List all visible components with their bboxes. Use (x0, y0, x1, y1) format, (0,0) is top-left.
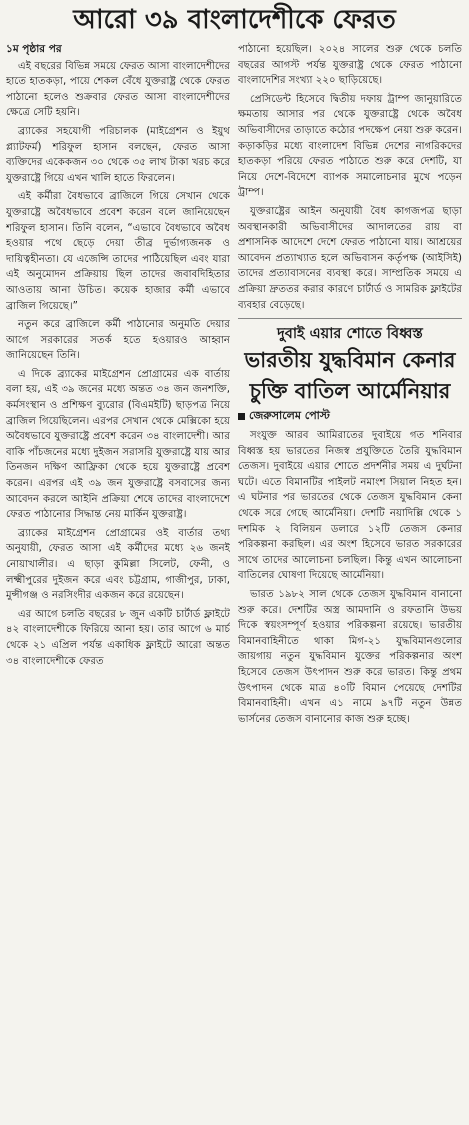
story-headline-line2: চুক্তি বাতিল আর্মেনিয়ার (249, 378, 451, 404)
paragraph: ব্র্যাকের মাইগ্রেশন প্রোগ্রামের ওই বার্তার তথ্য অনুযায়ী, ফেরত আসা এই কর্মীদের মধ্যে ২৬ জনই নোয়াখালীর। এ ছাড়া কুমিল্লা সিলেট, ফেনী, ও লক্ষ্মীপুরের দুইজন করে এবং চট্টগ্রাম, গাজীপুর, ঢাকা, মুন্সীগঞ্জ ও নরসিংদীর একজন করে রয়েছেন। (6, 527, 230, 602)
paragraph: এ দিকে ব্র্যাকের মাইগ্রেশন প্রোগ্রামের এক বার্তায় বলা হয়, এই ৩৯ জনের মধ্যে অন্তত ৩৪ জন জনশক্তি, কর্মসংস্থান ও প্রশিক্ষণ ব্যুরোর (বিএমইটি) ছাড়পত্র নিয়ে ব্রাজিল গিয়েছিলেন। এরপর সেখান থেকে মেক্সিকো হয়ে অবৈধভাবে যুক্তরাষ্ট্রে প্রবেশ করেন ৩৪ বাংলাদেশী। আর বাকি পাঁচজনের মধ্যে দুইজন সরাসরি যুক্তরাষ্ট্রে যায় আর তিনজন দক্ষিণ আফ্রিকা থেকে হয়ে যুক্তরাষ্ট্রে প্রবেশ করেন। এরপর এই ৩৯ জন যুক্তরাষ্ট্রে বসবাসের জন্য আবেদন করলে আইনি প্রক্রিয়া শেষে তাদের বাংলাদেশে ফেরত পাঠানোর সিদ্ধান্ত নেয় মার্কিন যুক্তরাষ্ট্র। (6, 368, 230, 521)
paragraph: এই কর্মীরা বৈধভাবে ব্রাজিলে গিয়ে সেখান থেকে যুক্তরাষ্ট্রে অবৈধভাবে প্রবেশ করেন বলে জানিয়েছেন শরিফুল হাসান। তিনি বলেন, “এভাবে বৈধভাবে অবৈধ হওয়ার পথে ছেড়ে দেয়া তীব্র দুর্ভাগ্যজনক ও দায়িত্বহীনতা। যে এজেন্সি তাদের পাঠিয়েছিল এবং যারা এই অনুমোদন প্রক্রিয়ায় ছিল তাদের জবাবদিহিতার আওতায় আনা উচিত। কয়েক হাজার কর্মী এভাবে ব্রাজিল গিয়েছে।” (6, 191, 230, 312)
story-kicker: দুবাই এয়ার শোতে বিধ্বস্ত (277, 325, 423, 343)
byline (238, 408, 462, 424)
continued-label: ১ম পৃষ্ঠার পর (6, 43, 62, 55)
square-bullet-icon (238, 413, 245, 420)
paragraph: সংযুক্ত আরব আমিরাতের দুবাইয়ে গত শনিবার বিধ্বস্ত হয় ভারতের নিজস্ব প্রযুক্তিতে তৈরি যুদ্ধবিমান তেজস। দুবাইয়ে এয়ার শোতে প্রদর্শনীর সময় এ দুর্ঘটনা ঘটে। এতে বিমানটির পাইলট নমাংশ সিয়াল নিহত হন। এ ঘটনার পর ভারতের থেকে তেজস যুদ্ধবিমান কেনা থেকে সরে গেছে আর্মেনিয়া। দেশটি নয়াদিল্লি থেকে ১ দশমিক ২ বিলিয়ন ডলারে ১২টি তেজস কেনার পরিকল্পনা করছিল। এর অংশ হিসেবে ভারত সরকারের সাথে তাদের আলোচনা চলছিল। কিন্তু এখন আলোচনা বাতিলের ঘোষণা দিয়েছে আর্মেনিয়া। (238, 430, 462, 582)
article-columns (6, 42, 463, 1120)
story-divider (238, 318, 462, 319)
paragraph: এই বছরের বিভিন্ন সময়ে ফেরত আসা বাংলাদেশীদের হাতে হাতকড়া, পায়ে শেকল বেঁধে যুক্তরাষ্ট্র থেকে ফেরত পাঠানো হলেও শুক্রবার ফেরত আসা বাংলাদেশীদের ক্ষেত্রে সেটি হয়নি। (6, 60, 230, 119)
paragraph: ব্র্যাকের সহযোগী পরিচালক (মাইগ্রেশন ও ইয়ুথ প্ল্যাটফর্ম) শরিফুল হাসান বলছেন, ফেরত আসা ব্যক্তিদের একেকজন ৩০ থেকে ৩৫ লাখ টাকা খরচ করে যুক্তরাষ্ট্রে গিয়ে এখন খালি হাতে ফিরলেন। (6, 125, 230, 184)
paragraph: পাঠানো হয়েছিল। ২০২৪ সালের শুরু থেকে চলতি বছরের আগস্ট পর্যন্ত যুক্তরাষ্ট্র থেকে ফেরত পাঠানো বাংলাদেশির সংখ্যা ২২০ ছাড়িয়েছে। (238, 44, 462, 87)
byline-source: জেরুসালেম পোস্ট (249, 409, 330, 423)
paragraph: প্রেসিডেন্ট হিসেবে দ্বিতীয় দফায় ট্রাম্প জানুয়ারিতে ক্ষমতায় আসার পর থেকে যুক্তরাষ্ট্রে থেকে অবৈধ অভিবাসীদের তাড়াতে কঠোর পদক্ষেপ নেয়া শুরু করেন। কড়াকড়ির মধ্যে বাংলাদেশ বিভিন্ন দেশের নাগরিকদের হাতকড়া পরিয়ে ফেরত পাঠাতে শুরু করে দেশটি, যা নিয়ে দেশে-বিদেশে ব্যাপক সমালোচনার মুখে পড়েন ট্রাম্প। (238, 93, 462, 199)
right-column (238, 42, 462, 1120)
paragraph: ভারত ১৯৮২ সাল থেকে তেজস যুদ্ধবিমান বানানো শুরু করে। দেশটির অস্ত্র আমদানি ও রফতানি উভয় দিকে স্বয়ংসম্পূর্ণ হওয়ার পরিকল্পনা রয়েছে। ভারতীয় বিমানবাহিনীতে থাকা মিগ-২১ যুদ্ধবিমানগুলোর জায়গায় নতুন যুদ্ধবিমান যুক্তের পরিকল্পনার অংশ হিসেবে তেজস উৎপাদন শুরু করে ভারত। কিন্তু প্রথম উৎপাদন থেকে মাত্র ৪০টি বিমান পেয়েছে দেশটির বিমানবাহিনী। এখন এ১ নামে ৯৭টি নতুন উন্নত ভার্সনের তেজস বানানোর কাজ শুরু হচ্ছে। (238, 589, 462, 725)
paragraph: এর আগে চলতি বছরের ৮ জুন একটি চার্টার্ড ফ্লাইটে ৪২ বাংলাদেশীকে ফিরিয়ে আনা হয়। তার আগে ৬ মার্চ থেকে ২১ এপ্রিল পর্যন্ত একাধিক ফ্লাইটে আরো অন্তত ৩৪ বাংলাদেশীকে ফেরত (6, 608, 230, 667)
second-story (238, 324, 462, 727)
story-headline-line1: ভারতীয় যুদ্ধবিমান কেনার (244, 347, 456, 373)
headline: আরো ৩৯ বাংলাদেশীকে ফেরত (73, 5, 396, 35)
paragraph: নতুন করে ব্রাজিলে কর্মী পাঠানোর অনুমতি দেয়ার আগে সরকারের সতর্ক হতে হওয়ারও আহ্বান জানিয়েছেন তিনি। (6, 319, 230, 362)
paragraph: যুক্তরাষ্ট্রের আইন অনুযায়ী বৈধ কাগজপত্র ছাড়া অবস্থানকারী অভিবাসীদের আদালতের রায় বা প্রশাসনিক আদেশে দেশে ফেরত পাঠানো যায়। আশ্রয়ের আবেদন প্রত্যাখ্যাত হলে অভিবাসন কর্তৃপক্ষ (আইসিই) তাদের প্রত্যাবাসনের ব্যবস্থা করে। সাম্প্রতিক সময়ে এ প্রক্রিয়া দ্রুততর করার কারণে চার্টার্ড ও সামরিক ফ্লাইটের ব্যবহার বেড়েছে। (238, 205, 462, 311)
left-column (6, 42, 230, 1120)
